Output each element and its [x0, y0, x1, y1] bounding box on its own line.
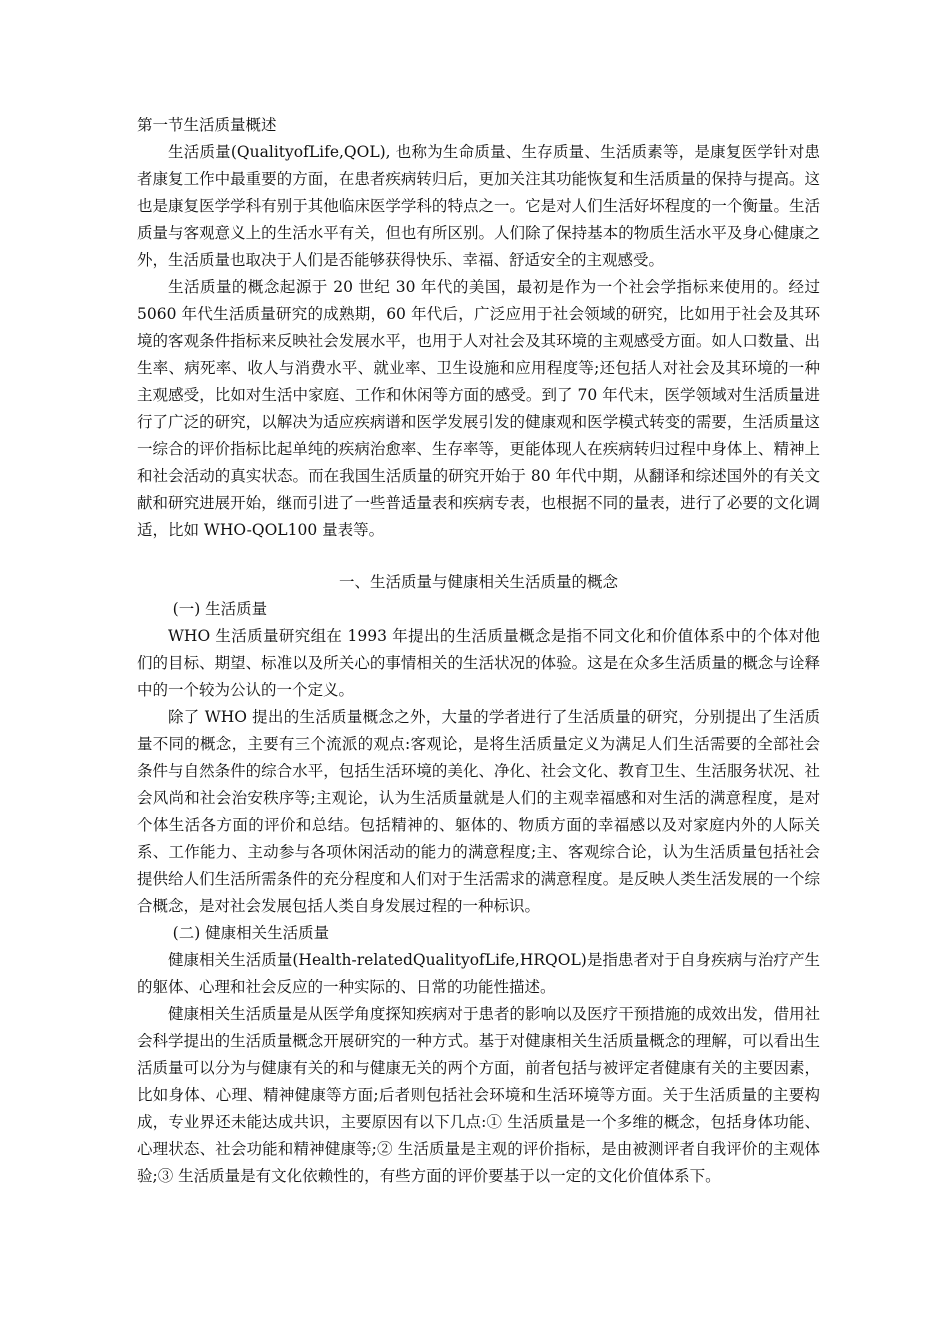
body-paragraph: 生活质量的概念起源于 20 世纪 30 年代的美国，最初是作为一个社会学指标来使用的。经过 5060 年代生活质量研究的成熟期，60 年代后，广泛应用于社会领域的研究，比如用于社会及其环境的客观条件指标来反映社会发展水平，也用于人对社会及其环境的主观感受方面。如人口数量、出生率、病死率、收人与消费水平、就业率、卫生设施和应用程度等;还包括人对社会及其环境的一种主观感受，比如对生活中家庭、工作和休闲等方面的感受。到了 70 年代末，医学领域对生活质量进行了广泛的研究，以解决为适应疾病谱和医学发展引发的健康观和医学模式转变的需要，生活质量这一综合的评价指标比起单纯的疾病治愈率、生存率等，更能体现人在疾病转归过程中身体上、精神上和社会活动的真实状态。而在我国生活质量的研究开始于 80 年代中期，从翻译和综述国外的有关文献和研究进展开始，继而引进了一些普适量表和疾病专表，也根据不同的量表，进行了必要的文化调适，比如 WHO-QOL100 量表等。	[137, 278, 820, 539]
body-paragraph: 生活质量(QualityofLife,QOL), 也称为生命质量、生存质量、生活质素等，是康复医学针对患者康复工作中最重要的方面，在患者疾病转归后，更加关注其功能恢复和生活质量的保持与提高。这也是康复医学学科有别于其他临床医学学科的特点之一。它是对人们生活好坏程度的一个衡量。生活质量与客观意义上的生活水平有关，但也有所区别。人们除了保持基本的物质生活水平及身心健康之外，生活质量也取决于人们是否能够获得快乐、幸福、舒适安全的主观感受。	[137, 143, 820, 269]
body-paragraph: WHO 生活质量研究组在 1993 年提出的生活质量概念是指不同文化和价值体系中的个体对他们的目标、期望、标准以及所关心的事情相关的生活状况的体验。这是在众多生活质量的概念与诠释中的一个较为公认的一个定义。	[137, 627, 820, 699]
subsection-heading: (一) 生活质量	[172, 600, 268, 618]
body-paragraph: 健康相关生活质量(Health-relatedQualityofLife,HRQOL)是指患者对于自身疾病与治疗产生的躯体、心理和社会反应的一种实际的、日常的功能性描述。	[137, 951, 820, 996]
body-paragraph: 健康相关生活质量是从医学角度探知疾病对于患者的影响以及医疗干预措施的成效出发，借用社会科学提出的生活质量概念开展研究的一种方式。基于对健康相关生活质量概念的理解，可以看出生活质量可以分为与健康有关的和与健康无关的两个方面，前者包括与被评定者健康有关的主要因素，比如身体、心理、精神健康等方面;后者则包括社会环境和生活环境等方面。关于生活质量的主要构成，专业界还未能达成共识，主要原因有以下几点:① 生活质量是一个多维的概念，包括身体功能、心理状态、社会功能和精神健康等;② 生活质量是主观的评价指标，是由被测评者自我评价的主观体验;③ 生活质量是有文化依赖性的，有些方面的评价要基于以一定的文化价值体系下。	[137, 1005, 820, 1185]
document-title: 第一节生活质量概述	[137, 116, 277, 134]
document-page	[137, 112, 820, 1190]
section-heading: 一、生活质量与健康相关生活质量的概念	[338, 573, 618, 591]
subsection-heading: (二) 健康相关生活质量	[172, 924, 330, 942]
body-paragraph: 除了 WHO 提出的生活质量概念之外，大量的学者进行了生活质量的研究，分别提出了生活质量不同的概念，主要有三个流派的观点:客观论，是将生活质量定义为满足人们生活需要的全部社会条件与自然条件的综合水平，包括生活环境的美化、净化、社会文化、教育卫生、生活服务状况、社会风尚和社会治安秩序等;主观论，认为生活质量就是人们的主观幸福感和对生活的满意程度，是对个体生活各方面的评价和总结。包括精神的、躯体的、物质方面的幸福感以及对家庭内外的人际关系、工作能力、主动参与各项休闲活动的能力的满意程度;主、客观综合论，认为生活质量包括社会提供给人们生活所需条件的充分程度和人们对于生活需求的满意程度。是反映人类生活发展的一个综合概念，是对社会发展包括人类自身发展过程的一种标识。	[137, 708, 820, 915]
